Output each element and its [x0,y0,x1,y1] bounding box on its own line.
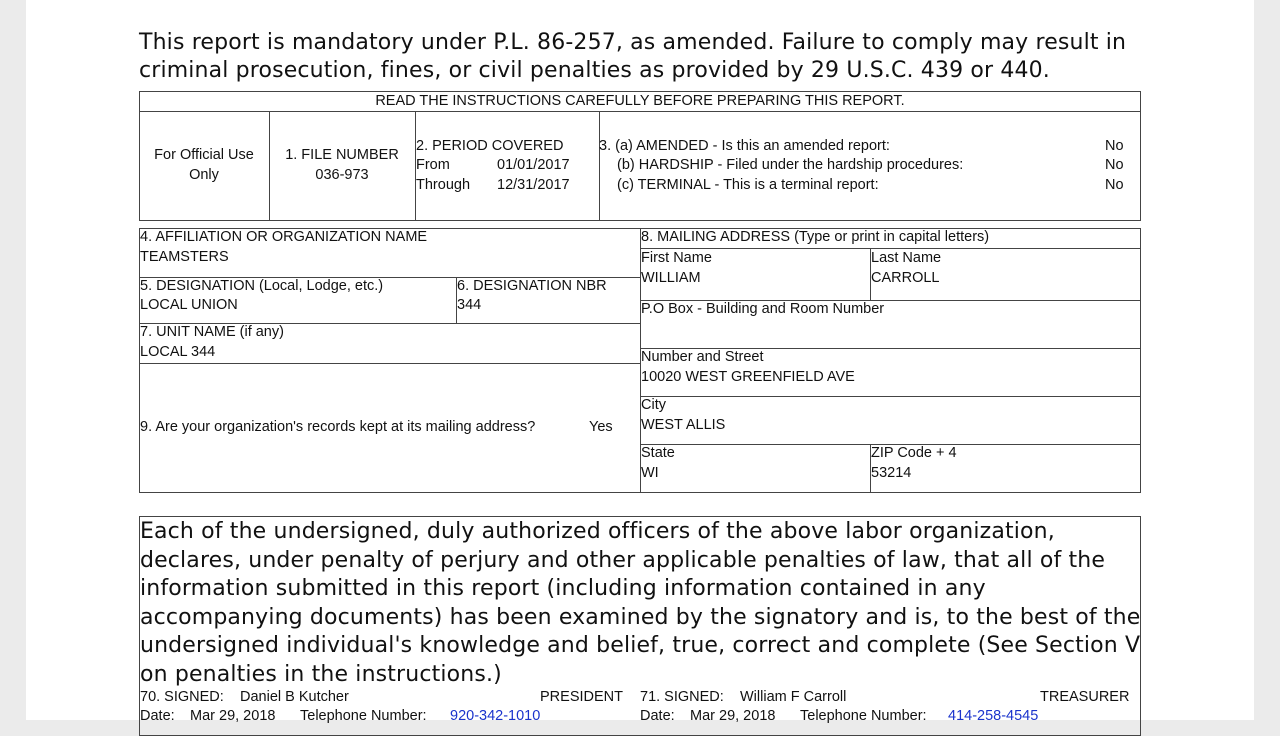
last-name-label: Last Name [871,250,942,266]
divider [599,111,600,221]
file-number-label: 1. FILE NUMBER [285,147,399,163]
city-label: City [641,397,666,413]
notice-line-2: criminal prosecution, fines, or civil penalties as provided by 29 U.S.C. 439 or 440. [139,58,1050,83]
period-through-value: 12/31/2017 [497,177,570,193]
official-use-label-2: Only [189,167,219,183]
instructions-text: READ THE INSTRUCTIONS CAREFULLY BEFORE PREPARING THIS REPORT. [375,93,905,109]
affiliation-label: 4. AFFILIATION OR ORGANIZATION NAME [140,229,428,245]
amended-label: 3. (a) AMENDED - Is this an amended report: [599,138,890,154]
unit-name-value: LOCAL 344 [140,344,216,360]
affiliation-value: TEAMSTERS [140,249,229,265]
declaration-line-6: on penalties in the instructions.) [140,662,502,687]
zip-value: 53214 [871,465,912,481]
unit-name-label: 7. UNIT NAME (if any) [140,324,284,340]
mailing-address-label: 8. MAILING ADDRESS (Type or print in capital letters) [641,229,990,245]
sig70-date-label: Date: [140,708,175,724]
state-label: State [641,445,675,461]
sig70-date: Mar 29, 2018 [190,708,276,724]
divider [139,363,641,364]
sig71-phone-label: Telephone Number: [800,708,927,724]
period-from-label: From [416,157,450,173]
sig70-title: PRESIDENT [540,689,623,705]
zip-label: ZIP Code + 4 [871,445,957,461]
sig71-name: William F Carroll [740,689,847,705]
first-name-value: WILLIAM [641,270,701,286]
declaration-line-2: declares, under penalty of perjury and other applicable penalties of law, that all of the [140,548,1106,573]
terminal-value: No [1105,177,1124,193]
state-value: WI [641,465,659,481]
street-value: 10020 WEST GREENFIELD AVE [641,369,855,385]
form-page [26,0,1254,724]
sig71-date-label: Date: [640,708,675,724]
sig70-phone-link[interactable]: 920-342-1010 [450,708,541,724]
designation-value: LOCAL UNION [140,297,238,313]
designation-nbr-value: 344 [457,297,482,313]
declaration-line-3: information submitted in this report (including information contained in any [140,576,986,601]
declaration-line-4: accompanying documents) has been examined by the signatory and is, to the best of the [140,605,1141,630]
street-label: Number and Street [641,349,764,365]
hardship-label: (b) HARDSHIP - Filed under the hardship procedures: [617,157,964,173]
designation-label: 5. DESIGNATION (Local, Lodge, etc.) [140,278,384,294]
records-answer: Yes [589,419,613,435]
terminal-label: (c) TERMINAL - This is a terminal report: [617,177,879,193]
sig71-label: 71. SIGNED: [640,689,724,705]
sig70-name: Daniel B Kutcher [240,689,349,705]
last-name-value: CARROLL [871,270,940,286]
declaration-line-5: undersigned individual's knowledge and belief, true, correct and complete (See Section V [140,633,1141,658]
first-name-label: First Name [641,250,712,266]
sig70-phone-label: Telephone Number: [300,708,427,724]
sig70-label: 70. SIGNED: [140,689,224,705]
divider [640,396,1141,397]
instructions-bar [139,91,1141,112]
designation-nbr-label: 6. DESIGNATION NBR [457,278,607,294]
file-number-value: 036-973 [315,167,369,183]
city-value: WEST ALLIS [641,417,726,433]
declaration-line-1: Each of the undersigned, duly authorized officers of the above labor organization, [140,519,1055,544]
amended-value: No [1105,138,1124,154]
sig71-title: TREASURER [1040,689,1130,705]
official-use-label: For Official Use [154,147,254,163]
sig71-phone-link[interactable]: 414-258-4545 [948,708,1039,724]
pobox-label: P.O Box - Building and Room Number [641,301,885,317]
period-through-label: Through [416,177,471,193]
records-question: 9. Are your organization's records kept at its mailing address? [140,419,536,435]
notice-line-1: This report is mandatory under P.L. 86-257, as amended. Failure to comply may result in [139,30,1127,55]
sig71-date: Mar 29, 2018 [690,708,776,724]
period-covered-label: 2. PERIOD COVERED [416,138,564,154]
period-from-value: 01/01/2017 [497,157,570,173]
hardship-value: No [1105,157,1124,173]
